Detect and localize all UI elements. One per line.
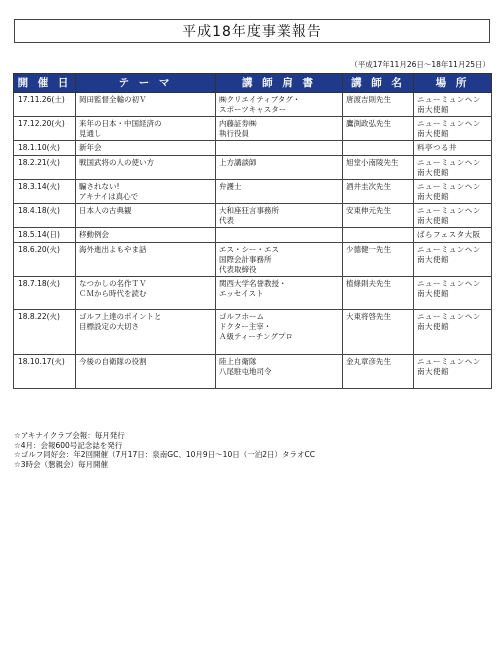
note-item: ☆3時会（懇親会）毎月開催 xyxy=(14,459,108,469)
header-theme: テ ー マ xyxy=(76,74,216,93)
table-row xyxy=(14,117,492,141)
cell-venue: ニューミュンヘン 南大使館 xyxy=(414,277,492,310)
cell-date: 18.3.14(火) xyxy=(14,180,76,204)
table-header-row xyxy=(14,74,492,93)
cell-venue: ニューミュンヘン 南大使館 xyxy=(414,243,492,277)
cell-theme: 新年会 xyxy=(76,141,216,156)
table-row xyxy=(14,141,492,156)
table-body xyxy=(14,93,492,389)
report-title: 平成18年度事業報告 xyxy=(14,19,490,43)
cell-date: 17.12.20(火) xyxy=(14,117,76,141)
cell-speaker-title: ゴルフホーム ドクター主宰・ Ａ級ティーチングプロ xyxy=(216,310,343,355)
header-date: 開 催 日 xyxy=(14,74,76,93)
cell-theme: 岡田監督全輸の初Ｖ xyxy=(76,93,216,117)
table-row xyxy=(14,180,492,204)
cell-theme: ゴルフ上達のポイントと 目標設定の大切さ xyxy=(76,310,216,355)
notes xyxy=(14,431,494,469)
cell-date: 17.11.26(土) xyxy=(14,93,76,117)
cell-speaker-name: 唐渡吉則先生 xyxy=(343,93,414,117)
cell-venue: ニューミュンヘン 南大使館 xyxy=(414,156,492,180)
cell-speaker-name: 植條則夫先生 xyxy=(343,277,414,310)
table-row xyxy=(14,277,492,310)
cell-speaker-title: 陸上自衛隊 八尾駐屯地司令 xyxy=(216,355,343,389)
cell-speaker-name: 旭堂小南陵先生 xyxy=(343,156,414,180)
cell-theme: 海外進出よもやま話 xyxy=(76,243,216,277)
cell-speaker-name: 大東将啓先生 xyxy=(343,310,414,355)
cell-venue: ニューミュンヘン 南大使館 xyxy=(414,93,492,117)
cell-venue: ニューミュンヘン 南大使館 xyxy=(414,180,492,204)
cell-speaker-name: 金丸章彦先生 xyxy=(343,355,414,389)
cell-theme: なつかしの名作ＴＶ ＣＭから時代を読む xyxy=(76,277,216,310)
cell-speaker-title: 内藤証券㈱ 執行役員 xyxy=(216,117,343,141)
cell-theme: 日本人の古典観 xyxy=(76,204,216,228)
cell-date: 18.2.21(火) xyxy=(14,156,76,180)
cell-date: 18.4.18(火) xyxy=(14,204,76,228)
table-row xyxy=(14,243,492,277)
cell-theme: 来年の日本・中国経済の 見通し xyxy=(76,117,216,141)
report-period: （平成17年11月26日〜18年11月25日） xyxy=(350,60,490,69)
table-row xyxy=(14,204,492,228)
cell-date: 18.1.10(火) xyxy=(14,141,76,156)
cell-venue: 料亭つる井 xyxy=(414,141,492,156)
cell-speaker-title: 弁護士 xyxy=(216,180,343,204)
cell-speaker-name xyxy=(343,228,414,243)
cell-speaker-name: 鷹渕政弘先生 xyxy=(343,117,414,141)
header-speaker-title: 講 師 肩 書 xyxy=(216,74,343,93)
cell-speaker-title xyxy=(216,141,343,156)
cell-venue: ニューミュンヘン 南大使館 xyxy=(414,117,492,141)
cell-speaker-name: 少德健一先生 xyxy=(343,243,414,277)
cell-date: 18.8.22(火) xyxy=(14,310,76,355)
cell-date: 18.6.20(火) xyxy=(14,243,76,277)
table-row xyxy=(14,93,492,117)
report-table xyxy=(13,73,492,389)
cell-speaker-title: ㈱クリエイティブタグ・ スポーツキャスター xyxy=(216,93,343,117)
cell-speaker-title xyxy=(216,228,343,243)
cell-speaker-name: 安東伸元先生 xyxy=(343,204,414,228)
cell-venue: ニューミュンヘン 南大使館 xyxy=(414,310,492,355)
header-speaker-name: 講 師 名 xyxy=(343,74,414,93)
cell-theme: 騙されない! アキナイは真心で xyxy=(76,180,216,204)
cell-theme: 今後の自衛隊の役割 xyxy=(76,355,216,389)
cell-speaker-name xyxy=(343,141,414,156)
cell-speaker-title: エス・シー・エス 国際会計事務所 代表取締役 xyxy=(216,243,343,277)
table-row xyxy=(14,355,492,389)
cell-speaker-title: 関西大学名誉教授・ エッセイスト xyxy=(216,277,343,310)
cell-speaker-title: 大和座狂言事務所 代表 xyxy=(216,204,343,228)
cell-date: 18.5.14(日) xyxy=(14,228,76,243)
note-item: ☆ゴルフ同好会：年2回開催（7月17日：泉南GC、10月9日〜10日（一泊2日）タラオCC xyxy=(14,450,315,459)
cell-theme: 戦国武将の人の使い方 xyxy=(76,156,216,180)
cell-venue: ニューミュンヘン 南大使館 xyxy=(414,355,492,389)
cell-theme: 移動例会 xyxy=(76,228,216,243)
table-row xyxy=(14,228,492,243)
note-item: ☆4月：会報600号記念誌を発行 xyxy=(14,440,123,450)
cell-speaker-title: 上方講談師 xyxy=(216,156,343,180)
cell-venue: ニューミュンヘン 南大使館 xyxy=(414,204,492,228)
cell-date: 18.10.17(火) xyxy=(14,355,76,389)
cell-venue: ばらフェスタ大阪 xyxy=(414,228,492,243)
table-row xyxy=(14,156,492,180)
note-item: ☆アキナイクラブ会報：毎月発行 xyxy=(14,431,125,440)
table-row xyxy=(14,310,492,355)
cell-date: 18.7.18(火) xyxy=(14,277,76,310)
header-venue: 場 所 xyxy=(414,74,492,93)
cell-speaker-name: 酒井圭次先生 xyxy=(343,180,414,204)
